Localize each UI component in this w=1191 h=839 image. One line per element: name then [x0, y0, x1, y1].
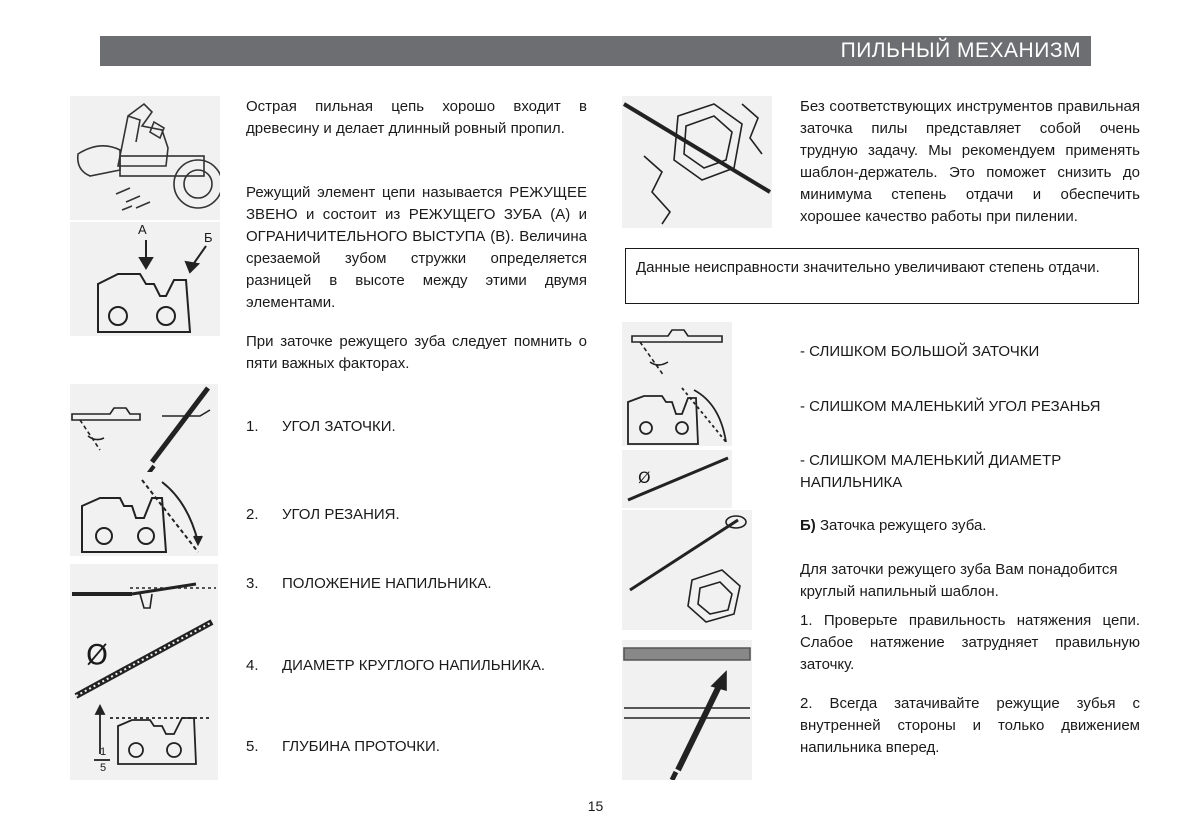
factor-item-3	[246, 573, 492, 595]
diameter-symbol: Ø	[638, 468, 651, 487]
sharpening-angle-figure	[70, 384, 218, 472]
label-a: А	[138, 222, 147, 237]
step-2-paragraph: 2. Всегда затачивайте режущие зубья с внутренней стороны и только движением напильника вперед.	[800, 695, 1140, 756]
factor-item-1	[246, 416, 396, 438]
sharpening-title: Заточка режущего зуба.	[819, 517, 987, 534]
label-b: Б	[204, 230, 213, 245]
factor-item-2	[246, 504, 400, 526]
cutting-link-figure	[70, 222, 220, 336]
fault-sharpening-figure	[622, 322, 732, 384]
tools-paragraph: Без соответствующих инструментов правильная заточка пилы представляет собой очень трудную задачу. Мы рекомендуем применять шаблон-держатель. Это поможет снизить до минимума степень отдачи и обеспечить хорошее качество работы при пилении.	[800, 98, 1140, 225]
need-file-paragraph: Для заточки режущего зуба Вам понадобится круглый напильный шаблон.	[800, 561, 1118, 600]
factor-text: ДИАМЕТР КРУГЛОГО НАПИЛЬНИКА.	[282, 657, 546, 674]
file-diameter-figure	[70, 616, 218, 704]
factor-number: 1.	[246, 418, 259, 435]
cutting-angle-figure	[70, 472, 218, 556]
groove-depth-figure	[70, 704, 218, 780]
fault-item-1: - СЛИШКОМ БОЛЬШОЙ ЗАТОЧКИ	[800, 343, 1040, 360]
fault-item-3: - СЛИШКОМ МАЛЕНЬКИЙ ДИАМЕТР НАПИЛЬНИКА	[800, 452, 1062, 491]
factors-intro-paragraph: При заточке режущего зуба следует помнить о пяти важных факторах.	[246, 333, 587, 372]
factor-text: ГЛУБИНА ПРОТОЧКИ.	[282, 738, 440, 755]
sharpening-label: Б)	[800, 517, 816, 534]
diameter-symbol: Ø	[86, 638, 109, 671]
round-file-template-figure	[622, 510, 752, 630]
factor-number: 4.	[246, 657, 259, 674]
fault-angle-figure	[622, 384, 732, 446]
fault-diameter-figure	[622, 450, 732, 508]
chainsaw-figure	[70, 96, 220, 220]
factor-item-5	[246, 736, 440, 758]
factor-item-4	[246, 655, 545, 677]
factor-number: 3.	[246, 575, 259, 592]
factor-text: УГОЛ РЕЗАНИЯ.	[282, 506, 400, 523]
file-position-figure	[70, 564, 218, 616]
warning-box: Данные неисправности значительно увеличивают степень отдачи.	[625, 248, 1139, 304]
factor-number: 5.	[246, 738, 259, 755]
factor-text: ПОЛОЖЕНИЕ НАПИЛЬНИКА.	[282, 575, 492, 592]
intro-paragraph: Острая пильная цепь хорошо входит в древесину и делает длинный ровный пропил.	[246, 98, 587, 137]
chain-tension-figure	[622, 640, 752, 780]
header-bar	[100, 36, 1091, 66]
step-1-paragraph: 1. Проверьте правильность натяжения цепи. Слабое натяжение затрудняет правильную заточку.	[800, 612, 1140, 673]
fraction-numerator: 1	[100, 746, 107, 758]
fraction-denominator: 5	[100, 762, 107, 774]
fault-item-2: - СЛИШКОМ МАЛЕНЬКИЙ УГОЛ РЕЗАНЬЯ	[800, 398, 1101, 415]
factor-number: 2.	[246, 506, 259, 523]
factor-text: УГОЛ ЗАТОЧКИ.	[282, 418, 396, 435]
cutting-element-paragraph: Режущий элемент цепи называется РЕЖУЩЕЕ ЗВЕНО и состоит из РЕЖУЩЕГО ЗУБА (А) и ОГРАНИЧИТЕЛЬНОГО ВЫСТУПА (В). Величина срезаемой зубом стружки определяется разницей в высоте между этими двумя элементами.	[246, 184, 587, 311]
sharpening-heading	[800, 515, 1140, 537]
page-number: 15	[587, 798, 604, 814]
file-holder-template-figure	[622, 96, 772, 228]
page-title: ПИЛЬНЫЙ МЕХАНИЗМ	[840, 39, 1081, 62]
